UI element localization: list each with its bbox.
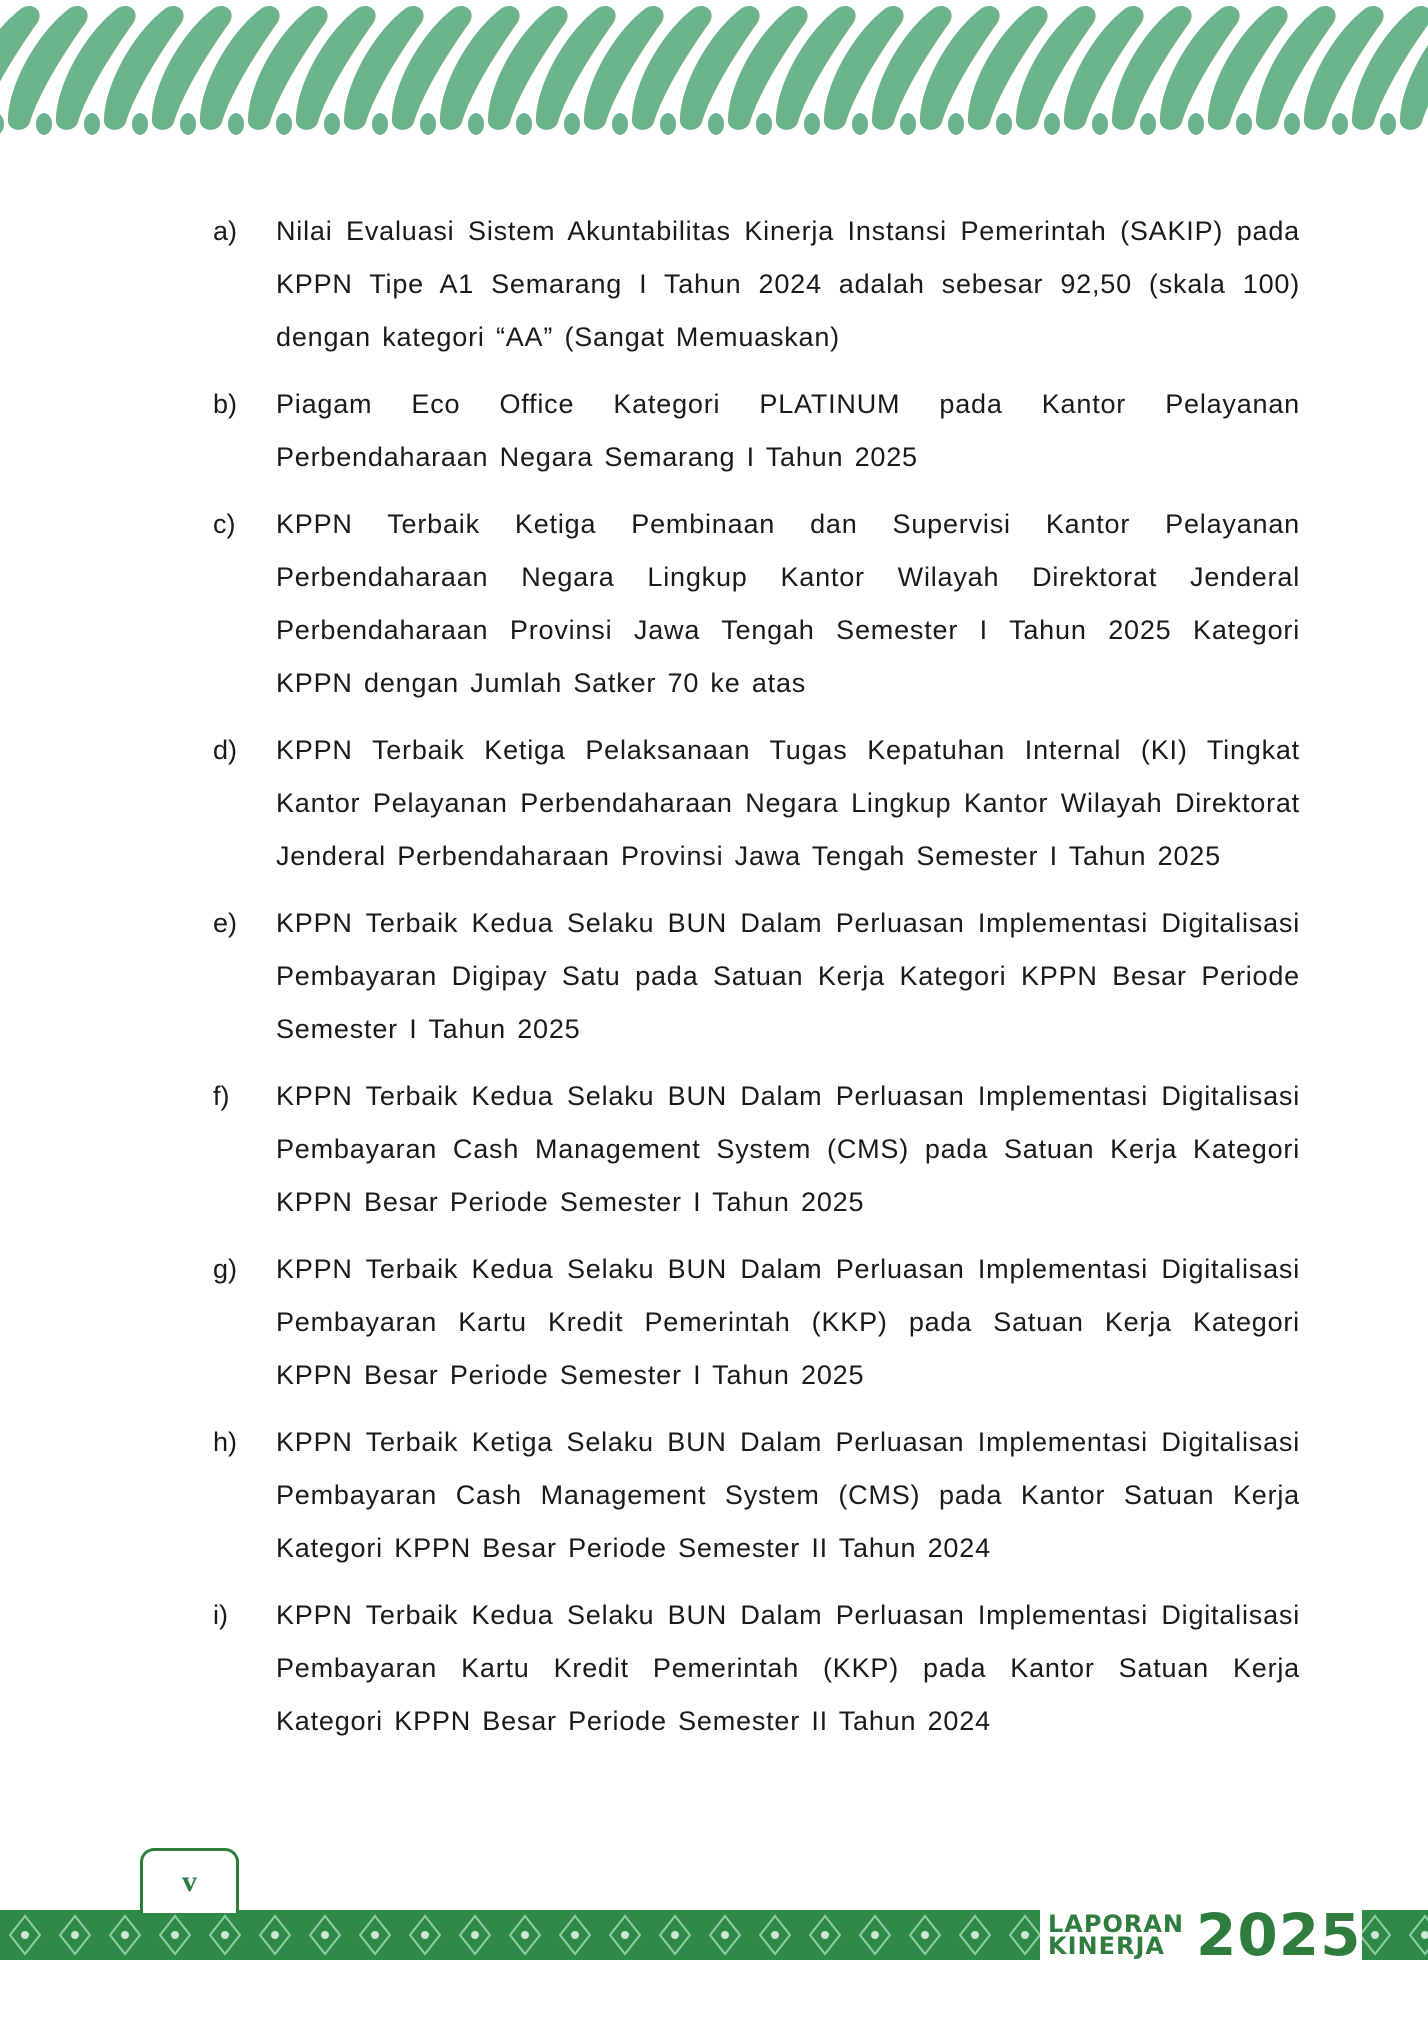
list-item xyxy=(210,724,1300,883)
ornament-dot xyxy=(471,1931,479,1939)
leaf-dot xyxy=(852,113,868,135)
leaf-dot xyxy=(132,113,148,135)
leaf-dot xyxy=(1188,113,1204,135)
leaf-dot xyxy=(756,113,772,135)
list-item xyxy=(210,1070,1300,1229)
ornament-dot xyxy=(821,1931,829,1939)
list-item-text: KPPN Terbaik Kedua Selaku BUN Dalam Perluasan Implementasi Digitalisasi Pembayaran Kartu Kredit Pemerintah (KKP) pada Satuan Kerja Kategori KPPN Besar Periode Semester I Tahun 2025 xyxy=(276,1254,1300,1390)
list-item-label: i) xyxy=(213,1600,228,1630)
list-item xyxy=(210,1243,1300,1402)
ornament-dot xyxy=(621,1931,629,1939)
list-item-label: h) xyxy=(213,1427,238,1457)
ornament-dot xyxy=(171,1931,179,1939)
list-item-text: Nilai Evaluasi Sistem Akuntabilitas Kinerja Instansi Pemerintah (SAKIP) pada KPPN Tipe A1 Semarang I Tahun 2024 adalah sebesar 92,50 (skala 100) dengan kategori “AA” (Sangat Memuaskan) xyxy=(276,216,1300,352)
leaf-dot xyxy=(612,113,628,135)
leaf-dot xyxy=(708,113,724,135)
ornament-dot xyxy=(1421,1931,1428,1939)
ornament-dot xyxy=(571,1931,579,1939)
ornament-dot xyxy=(221,1931,229,1939)
leaf-dot xyxy=(948,113,964,135)
leaf-dot xyxy=(1092,113,1108,135)
ornament-dot xyxy=(971,1931,979,1939)
ornament-dot xyxy=(421,1931,429,1939)
list-item xyxy=(210,205,1300,364)
leaf-dot xyxy=(660,113,676,135)
list-item-label: c) xyxy=(213,509,236,539)
list-item-text: KPPN Terbaik Ketiga Pembinaan dan Supervisi Kantor Pelayanan Perbendaharaan Negara Lingkup Kantor Wilayah Direktorat Jenderal Perbendaharaan Provinsi Jawa Tengah Semester I Tahun 2025 Kategori KPPN dengan Jumlah Satker 70 ke atas xyxy=(276,509,1300,698)
list-item-label: a) xyxy=(213,216,238,246)
ornament-dot xyxy=(671,1931,679,1939)
list-item-label: e) xyxy=(213,908,238,938)
leaf-dot xyxy=(324,113,340,135)
list-item-text: KPPN Terbaik Kedua Selaku BUN Dalam Perluasan Implementasi Digitalisasi Pembayaran Digipay Satu pada Satuan Kerja Kategori KPPN Besar Periode Semester I Tahun 2025 xyxy=(276,908,1300,1044)
ornament-dot xyxy=(271,1931,279,1939)
leaf-dot xyxy=(564,113,580,135)
ornament-dot xyxy=(321,1931,329,1939)
leaf-dot xyxy=(276,113,292,135)
list-item-label: b) xyxy=(213,389,238,419)
ornament-dot xyxy=(871,1931,879,1939)
list-item xyxy=(210,897,1300,1056)
list-item xyxy=(210,498,1300,710)
leaf-dot xyxy=(36,113,52,135)
list-item-text: KPPN Terbaik Kedua Selaku BUN Dalam Perluasan Implementasi Digitalisasi Pembayaran Cash Management System (CMS) pada Satuan Kerja Kategori KPPN Besar Periode Semester I Tahun 2025 xyxy=(276,1081,1300,1217)
leaf-dot xyxy=(1140,113,1156,135)
list-item xyxy=(210,1589,1300,1748)
page-number: v xyxy=(140,1848,239,1913)
logo-line-1: LAPORAN xyxy=(1048,1910,1184,1938)
leaf-dot xyxy=(900,113,916,135)
leaf-dot xyxy=(804,113,820,135)
ornament-dot xyxy=(1021,1931,1029,1939)
logo-line-2: KINERJA xyxy=(1048,1932,1165,1960)
ornament-dot xyxy=(771,1931,779,1939)
logo-wordmark xyxy=(1048,1910,1184,1960)
list-item-text: KPPN Terbaik Ketiga Pelaksanaan Tugas Kepatuhan Internal (KI) Tingkat Kantor Pelayanan Perbendaharaan Negara Lingkup Kantor Wilayah Direktorat Jenderal Perbendaharaan Provinsi Jawa Tengah Semester I Tahun 2025 xyxy=(276,735,1300,871)
leaf-dot xyxy=(1332,113,1348,135)
list-item-text: KPPN Terbaik Ketiga Selaku BUN Dalam Perluasan Implementasi Digitalisasi Pembayaran Cash Management System (CMS) pada Kantor Satuan Kerja Kategori KPPN Besar Periode Semester II Tahun 2024 xyxy=(276,1427,1300,1563)
ornament-dot xyxy=(371,1931,379,1939)
list-item xyxy=(210,378,1300,484)
list-item-text: KPPN Terbaik Kedua Selaku BUN Dalam Perluasan Implementasi Digitalisasi Pembayaran Kartu Kredit Pemerintah (KKP) pada Kantor Satuan Kerja Kategori KPPN Besar Periode Semester II Tahun 2024 xyxy=(276,1600,1300,1736)
leaf-dot xyxy=(1284,113,1300,135)
list-item-label: f) xyxy=(213,1081,230,1111)
leaf-dot xyxy=(468,113,484,135)
leaf-dot xyxy=(1380,113,1396,135)
leaf-dot xyxy=(996,113,1012,135)
leaf-dot xyxy=(420,113,436,135)
leaf-dot xyxy=(0,113,4,135)
leaf-dot xyxy=(1236,113,1252,135)
leaf-dot xyxy=(180,113,196,135)
leaf-dot xyxy=(516,113,532,135)
leaf-dot xyxy=(372,113,388,135)
ornament-dot xyxy=(1371,1931,1379,1939)
achievement-list xyxy=(210,205,1300,1762)
ornament-dot xyxy=(121,1931,129,1939)
leaf-dot xyxy=(84,113,100,135)
ornament-dot xyxy=(921,1931,929,1939)
logo-year: 2025 xyxy=(1196,1901,1362,1969)
list-item xyxy=(210,1416,1300,1575)
leaf-dot xyxy=(1044,113,1060,135)
ornament-dot xyxy=(521,1931,529,1939)
leaf-dot xyxy=(228,113,244,135)
ornament-dot xyxy=(71,1931,79,1939)
ornament-dot xyxy=(21,1931,29,1939)
header-pattern xyxy=(0,0,1428,140)
report-logo xyxy=(1040,1902,1362,1968)
ornament-dot xyxy=(721,1931,729,1939)
list-item-text: Piagam Eco Office Kategori PLATINUM pada Kantor Pelayanan Perbendaharaan Negara Semarang I Tahun 2025 xyxy=(276,389,1300,472)
list-item-label: g) xyxy=(213,1254,238,1284)
list-item-label: d) xyxy=(213,735,238,765)
